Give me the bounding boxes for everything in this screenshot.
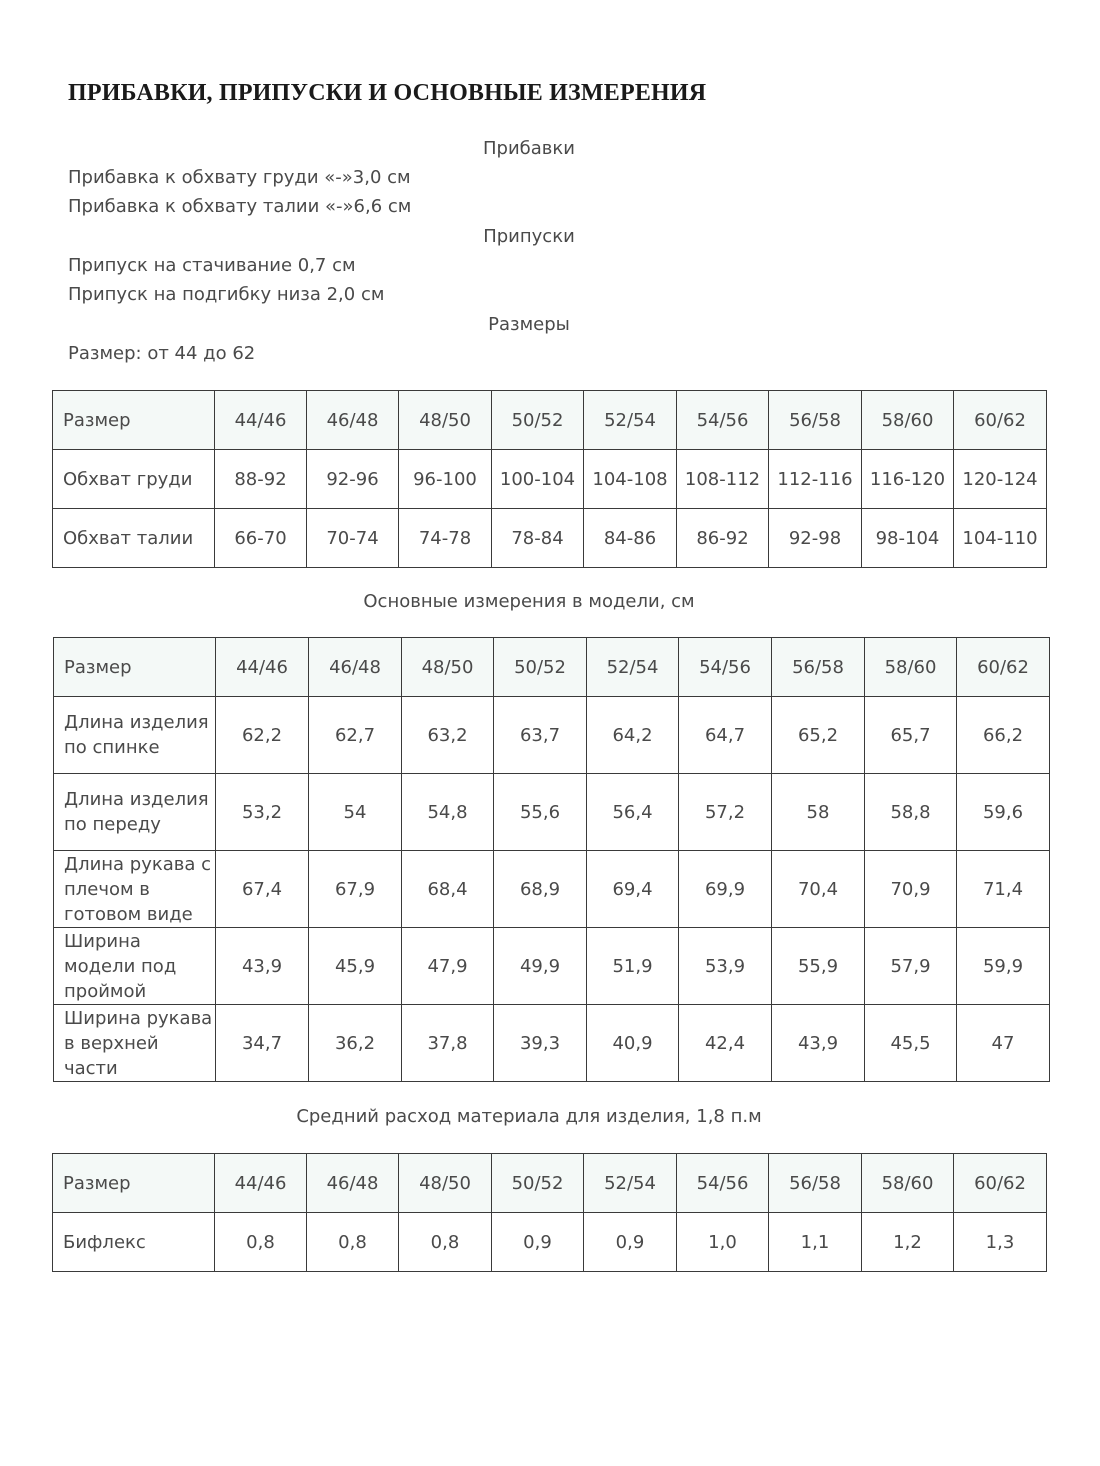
table-cell: 59,9 — [957, 928, 1050, 1005]
header-cell: 54/56 — [677, 391, 769, 450]
table-cell: 1,2 — [862, 1213, 954, 1272]
row-label: Ширина модели под проймой — [54, 928, 216, 1005]
measurements-table — [53, 637, 1050, 1082]
header-cell: 50/52 — [492, 1154, 584, 1213]
table-cell: 54,8 — [402, 774, 494, 851]
header-cell: 56/58 — [769, 391, 862, 450]
table-cell: 58 — [772, 774, 865, 851]
table-cell: 66-70 — [215, 509, 307, 568]
table-cell: 108-112 — [677, 450, 769, 509]
table-cell: 62,2 — [216, 697, 309, 774]
table-cell: 0,8 — [399, 1213, 492, 1272]
sizes-heading: Размеры — [488, 314, 570, 335]
allowance-waist: Прибавка к обхвату талии «-»6,6 см — [68, 196, 412, 217]
table-cell: 88-92 — [215, 450, 307, 509]
size-table — [52, 390, 1047, 568]
header-cell: 52/54 — [584, 391, 677, 450]
header-cell: 54/56 — [677, 1154, 769, 1213]
table-cell: 66,2 — [957, 697, 1050, 774]
header-cell: 52/54 — [587, 638, 679, 697]
table-row — [53, 509, 1047, 568]
header-cell: 44/46 — [215, 391, 307, 450]
row-label: Длина рукава с плечом в готовом виде — [54, 851, 216, 928]
table-cell: 112-116 — [769, 450, 862, 509]
header-cell: Размер — [54, 638, 216, 697]
row-label: Обхват талии — [53, 509, 215, 568]
row-label: Обхват груди — [53, 450, 215, 509]
row-label: Бифлекс — [53, 1213, 215, 1272]
table-cell: 86-92 — [677, 509, 769, 568]
table-row — [54, 928, 1050, 1005]
table-cell: 0,8 — [215, 1213, 307, 1272]
table-cell: 43,9 — [216, 928, 309, 1005]
table-cell: 39,3 — [494, 1005, 587, 1082]
header-cell: Размер — [53, 391, 215, 450]
table-cell: 43,9 — [772, 1005, 865, 1082]
table-cell: 56,4 — [587, 774, 679, 851]
table-cell: 69,9 — [679, 851, 772, 928]
table-row — [54, 774, 1050, 851]
header-cell: 48/50 — [402, 638, 494, 697]
header-cell: 48/50 — [399, 1154, 492, 1213]
table-cell: 1,3 — [954, 1213, 1047, 1272]
table-cell: 71,4 — [957, 851, 1050, 928]
table-cell: 62,7 — [309, 697, 402, 774]
table-cell: 100-104 — [492, 450, 584, 509]
allowance-chest: Прибавка к обхвату груди «-»3,0 см — [68, 167, 411, 188]
header-cell: 60/62 — [957, 638, 1050, 697]
measurements-header-row — [54, 638, 1050, 697]
table-cell: 55,6 — [494, 774, 587, 851]
table-cell: 70-74 — [307, 509, 399, 568]
consumption-table — [52, 1153, 1047, 1272]
table-cell: 53,9 — [679, 928, 772, 1005]
table-cell: 63,7 — [494, 697, 587, 774]
size-range: Размер: от 44 до 62 — [68, 343, 256, 364]
row-label: Ширина рукава в верхней части — [54, 1005, 216, 1082]
header-cell: 48/50 — [399, 391, 492, 450]
header-cell: 60/62 — [954, 391, 1047, 450]
header-cell: 52/54 — [584, 1154, 677, 1213]
seam-allowance-hem: Припуск на подгибку низа 2,0 см — [68, 284, 385, 305]
page-title: ПРИБАВКИ, ПРИПУСКИ И ОСНОВНЫЕ ИЗМЕРЕНИЯ — [68, 80, 707, 106]
header-cell: 60/62 — [954, 1154, 1047, 1213]
table-cell: 40,9 — [587, 1005, 679, 1082]
table-cell: 67,4 — [216, 851, 309, 928]
table-cell: 59,6 — [957, 774, 1050, 851]
table-row — [53, 450, 1047, 509]
table-cell: 74-78 — [399, 509, 492, 568]
consumption-header-row — [53, 1154, 1047, 1213]
table-cell: 70,4 — [772, 851, 865, 928]
table-cell: 64,2 — [587, 697, 679, 774]
table-cell: 1,1 — [769, 1213, 862, 1272]
seam-allowance-stitching: Припуск на стачивание 0,7 см — [68, 255, 356, 276]
table-cell: 65,2 — [772, 697, 865, 774]
table-row — [54, 851, 1050, 928]
table-cell: 58,8 — [865, 774, 957, 851]
table-cell: 120-124 — [954, 450, 1047, 509]
header-cell: 46/48 — [307, 391, 399, 450]
table-cell: 70,9 — [865, 851, 957, 928]
size-table-header-row — [53, 391, 1047, 450]
table-cell: 69,4 — [587, 851, 679, 928]
header-cell: 56/58 — [769, 1154, 862, 1213]
table-cell: 55,9 — [772, 928, 865, 1005]
seam-allowances-heading: Припуски — [483, 226, 575, 247]
table-cell: 49,9 — [494, 928, 587, 1005]
table-cell: 68,9 — [494, 851, 587, 928]
table-row — [54, 697, 1050, 774]
table-cell: 65,7 — [865, 697, 957, 774]
table-cell: 116-120 — [862, 450, 954, 509]
table-cell: 47,9 — [402, 928, 494, 1005]
table-cell: 0,9 — [584, 1213, 677, 1272]
header-cell: 44/46 — [216, 638, 309, 697]
header-cell: 50/52 — [492, 391, 584, 450]
table-cell: 84-86 — [584, 509, 677, 568]
header-cell: 46/48 — [309, 638, 402, 697]
header-cell: 50/52 — [494, 638, 587, 697]
table-cell: 78-84 — [492, 509, 584, 568]
consumption-caption: Средний расход материала для изделия, 1,8 п.м — [296, 1106, 762, 1127]
header-cell: 58/60 — [862, 391, 954, 450]
header-cell: 58/60 — [865, 638, 957, 697]
table-cell: 42,4 — [679, 1005, 772, 1082]
table-cell: 57,9 — [865, 928, 957, 1005]
header-cell: Размер — [53, 1154, 215, 1213]
table-cell: 36,2 — [309, 1005, 402, 1082]
row-label: Длина изделия по спинке — [54, 697, 216, 774]
table-cell: 98-104 — [862, 509, 954, 568]
table-cell: 92-96 — [307, 450, 399, 509]
row-label: Длина изделия по переду — [54, 774, 216, 851]
table-cell: 45,5 — [865, 1005, 957, 1082]
table-cell: 96-100 — [399, 450, 492, 509]
table-cell: 0,9 — [492, 1213, 584, 1272]
header-cell: 54/56 — [679, 638, 772, 697]
table-cell: 37,8 — [402, 1005, 494, 1082]
header-cell: 58/60 — [862, 1154, 954, 1213]
allowances-heading: Прибавки — [483, 138, 575, 159]
table-cell: 47 — [957, 1005, 1050, 1082]
header-cell: 46/48 — [307, 1154, 399, 1213]
table-cell: 54 — [309, 774, 402, 851]
table-cell: 67,9 — [309, 851, 402, 928]
table-cell: 0,8 — [307, 1213, 399, 1272]
table-row — [53, 1213, 1047, 1272]
table-cell: 51,9 — [587, 928, 679, 1005]
table-cell: 64,7 — [679, 697, 772, 774]
measurements-caption: Основные измерения в модели, см — [363, 591, 695, 612]
table-cell: 53,2 — [216, 774, 309, 851]
table-cell: 57,2 — [679, 774, 772, 851]
table-cell: 104-110 — [954, 509, 1047, 568]
table-cell: 45,9 — [309, 928, 402, 1005]
header-cell: 44/46 — [215, 1154, 307, 1213]
table-row — [54, 1005, 1050, 1082]
table-cell: 92-98 — [769, 509, 862, 568]
table-cell: 68,4 — [402, 851, 494, 928]
table-cell: 1,0 — [677, 1213, 769, 1272]
table-cell: 34,7 — [216, 1005, 309, 1082]
table-cell: 104-108 — [584, 450, 677, 509]
table-cell: 63,2 — [402, 697, 494, 774]
header-cell: 56/58 — [772, 638, 865, 697]
